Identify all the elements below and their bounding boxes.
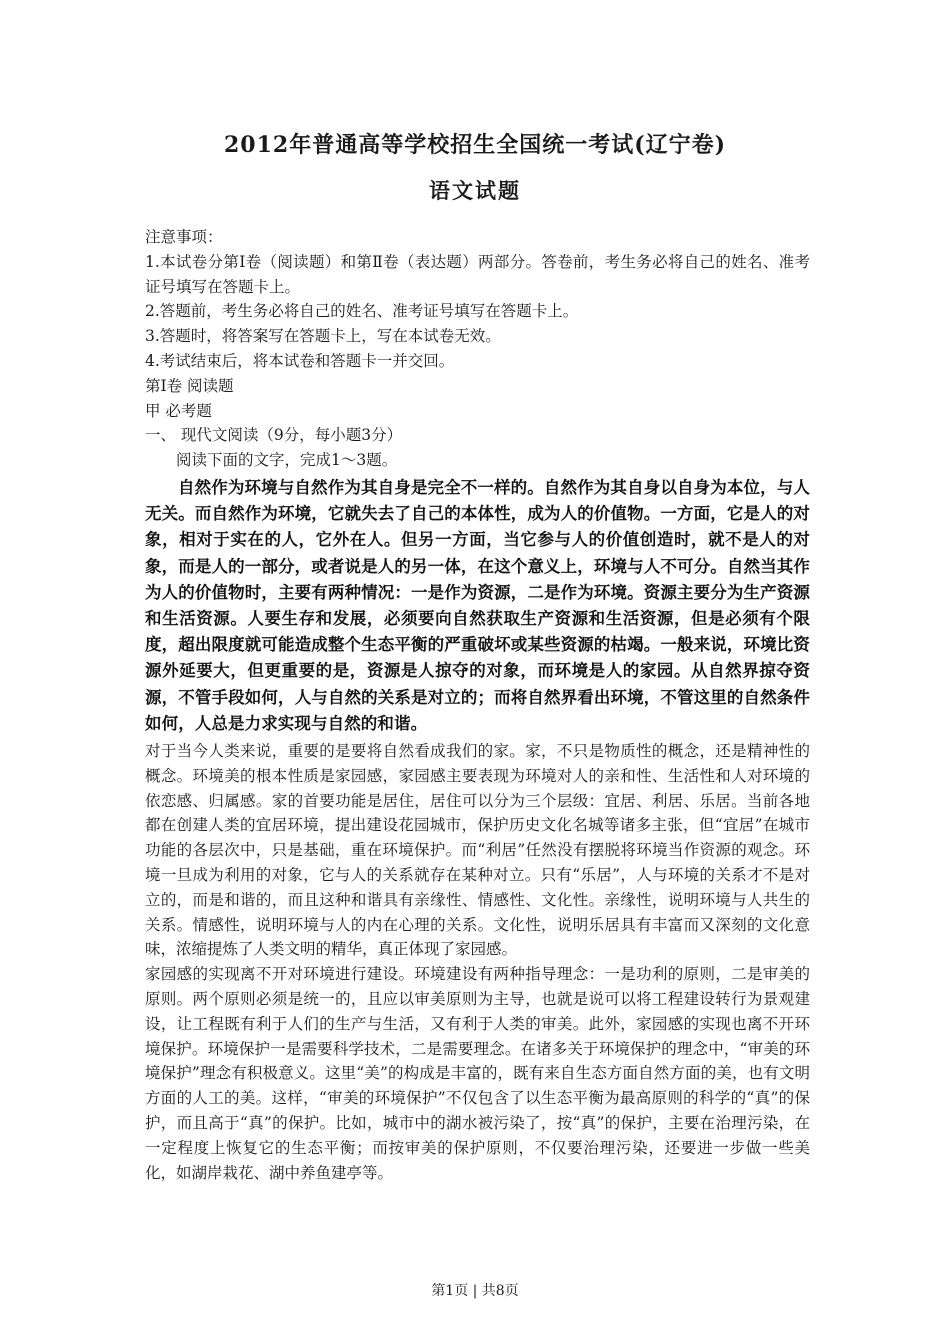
exam-subtitle: 语文试题 [429, 178, 521, 203]
notice-item-4: 4.考试结束后，将本试卷和答题卡一并交回。 [145, 351, 455, 370]
passage-bold-paragraph: 自然作为环境与自然作为其自身是完全不一样的。自然作为其自身以自身为本位，与人无关。而自然作为环境，它就失去了自己的本体性，成为人的价值物。一方面，它是人的对象，相对于实在的人，它外在人。但另一方面，当它参与人的价值创造时，就不是人的对象，而是人的一部分，或者说是人的另一体，在这个意义上，环境与人不可分。自然当其作为人的价值物时，主要有两种情况：一是作为资源，二是作为环境。资源主要分为生产资源和生活资源。人要生存和发展，必须要向自然获取生产资源和生活资源，但是必须有个限度，超出限度就可能造成整个生态平衡的严重破坏或某些资源的枯竭。一般来说，环境比资源外延要大，但更重要的是，资源是人掠夺的对象，而环境是人的家园。从自然界掠夺资源，不管手段如何，人与自然的关系是对立的；而将自然界看出环境，不管这里的自然条件如何，人总是力求实现与自然的和谐。 [145, 477, 810, 733]
exam-body [145, 225, 810, 1185]
passage-paragraph-2: 对于当今人类来说，重要的是要将自然看成我们的家。家，不只是物质性的概念，还是精神性的概念。环境美的根本性质是家园感，家园感主要表现为环境对人的亲和性、生活性和人对环境的依恋感、归属感。家的首要功能是居住，居住可以分为三个层级：宜居、利居、乐居。当前各地都在创建人类的宜居环境，提出建设花园城市，保护历史文化名城等诸多主张，但“宜居”在城市功能的各层次中，只是基础，重在环境保护。而“利居”任然没有摆脱将环境当作资源的观念。环境一旦成为利用的对象，它与人的关系就存在某种对立。只有“乐居”，人与环境的关系才不是对立的，而是和谐的，而且这种和谐具有亲缘性、情感性、文化性。亲缘性，说明环境与人共生的关系。情感性，说明环境与人的内在心理的关系。文化性，说明乐居具有丰富而又深刻的文化意味，浓缩提炼了人类文明的精华，真正体现了家园感。 [145, 742, 810, 959]
page-footer: 第1页 | 共8页 [431, 1283, 519, 1299]
question-heading: 一、 现代文阅读（9分，每小题3分） [145, 426, 403, 445]
notice-heading: 注意事项： [145, 228, 223, 246]
volume-heading: 第Ⅰ卷 阅读题 [145, 376, 234, 395]
notice-item-2: 2.答题前，考生务必将自己的姓名、准考证号填写在答题卡上。 [145, 302, 579, 321]
question-instruction: 阅读下面的文字，完成1～3题。 [176, 451, 398, 470]
passage-paragraph-3: 家园感的实现离不开对环境进行建设。环境建设有两种指导理念：一是功利的原则，二是审美的原则。两个原则必须是统一的，且应以审美原则为主导，也就是说可以将工程建设转行为景观建设，让工程既有利于人们的生产与生活，又有利于人类的审美。此外，家园感的实现也离不开环境保护。环境保护一是需要科学技术，二是需要理念。在诸多关于环境保护的理念中，“审美的环境保护”理念有积极意义。这里“美”的构成是丰富的，既有来自生态方面自然方面的美，也有文明方面的人工的美。这样，“审美的环境保护”不仅包含了以生态平衡为最高原则的科学的“真”的保护，而且高于“真”的保护。比如，城市中的湖水被污染了，按“真”的保护，主要在治理污染，在一定程度上恢复它的生态平衡；而按审美的保护原则，不仅要治理污染，还要进一步做一些美化，如湖岸栽花、湖中养鱼建亭等。 [145, 965, 810, 1182]
exam-title: 2012年普通高等学校招生全国统一考试(辽宁卷) [223, 132, 727, 158]
notice-item-3: 3.答题时，将答案写在答题卡上，写在本试卷无效。 [145, 327, 501, 346]
notice-item-1: 1.本试卷分第Ⅰ卷（阅读题）和第Ⅱ卷（表达题）两部分。答卷前，考生务必将自己的姓名、准考证号填写在答题卡上。 [145, 252, 810, 296]
part-heading: 甲 必考题 [145, 401, 212, 420]
